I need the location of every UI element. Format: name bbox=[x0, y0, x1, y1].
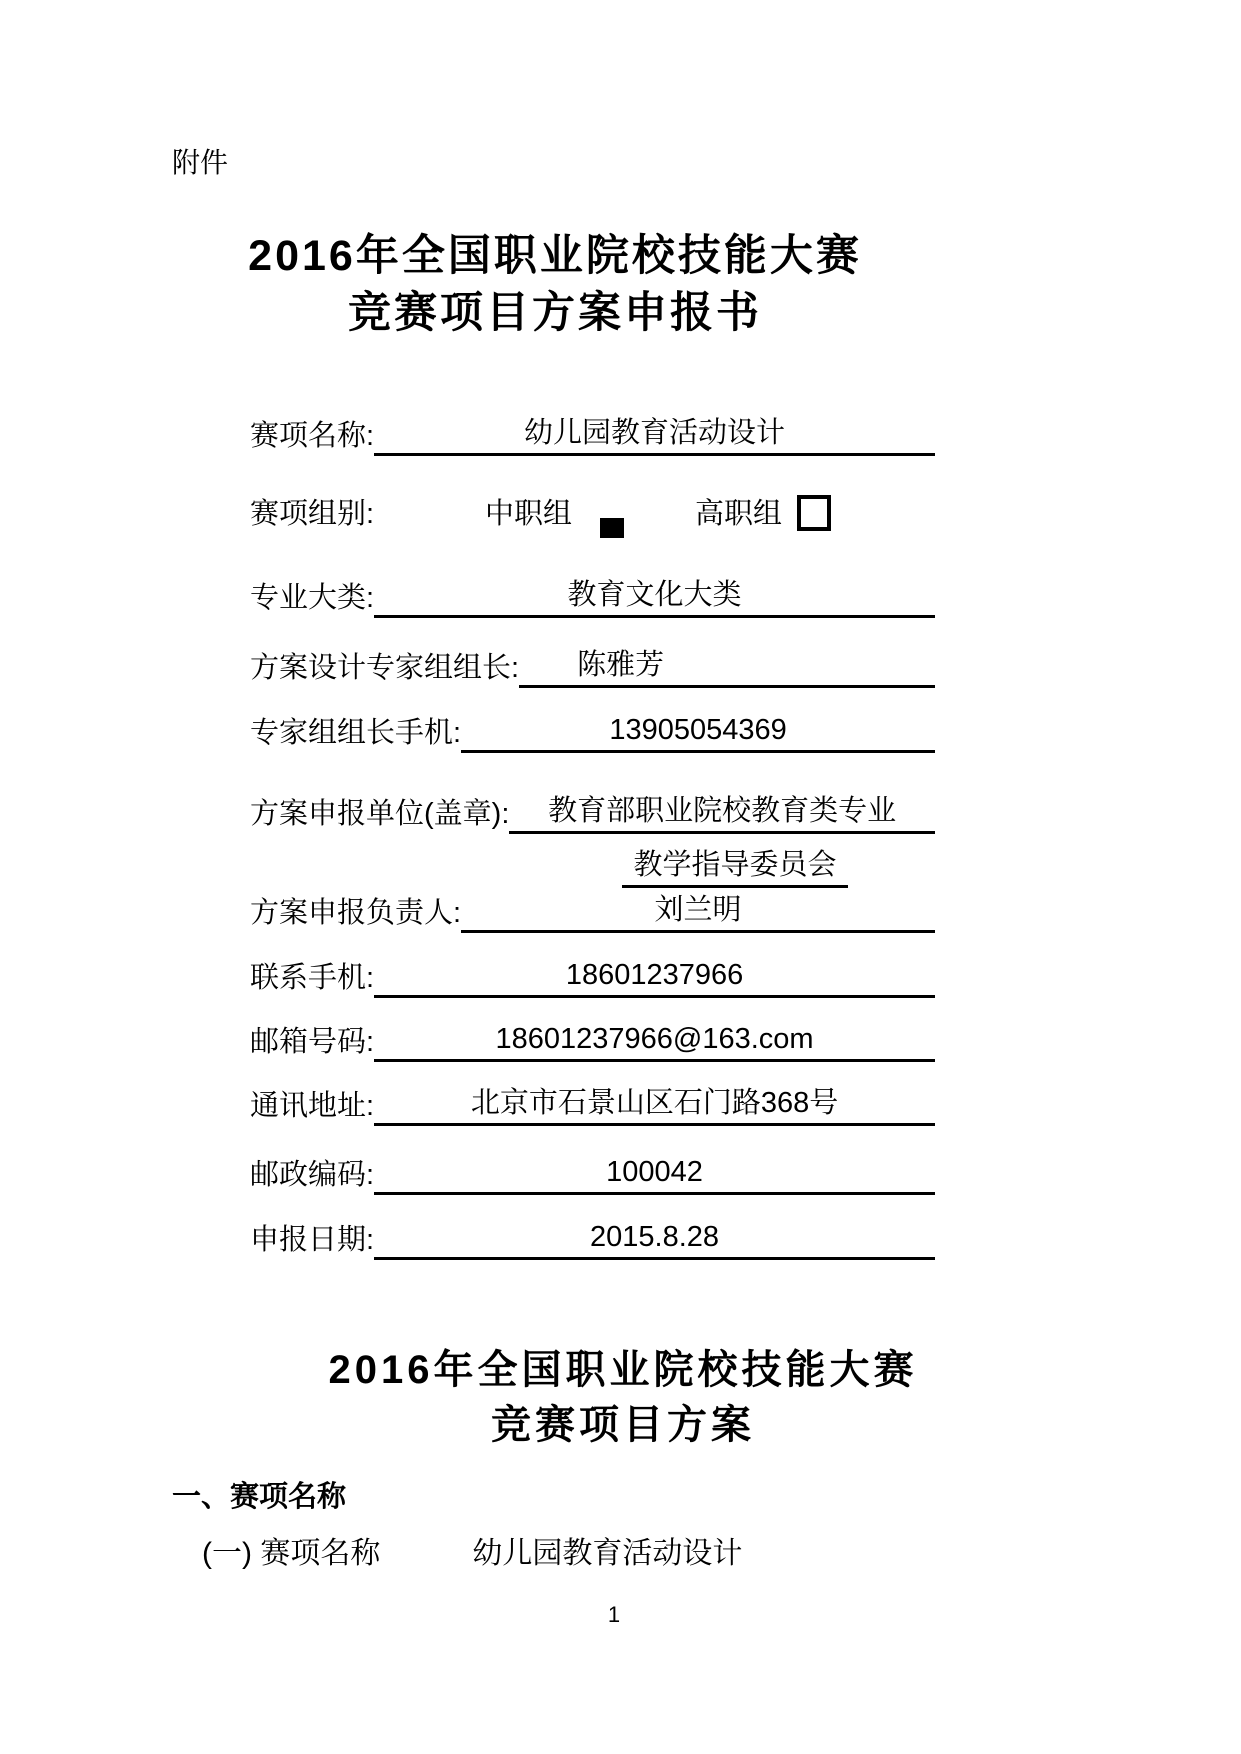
field-contact-phone-label: 联系手机: bbox=[250, 962, 375, 994]
field-major-category bbox=[250, 580, 935, 618]
field-applicant-org bbox=[250, 796, 935, 834]
section-item-line bbox=[202, 1536, 742, 1572]
field-contact-phone-value: 18601237966 bbox=[374, 958, 935, 998]
field-applicant-org-value-line2: 教学指导委员会 bbox=[622, 848, 848, 888]
field-expert-leader-value: 陈雅芳 bbox=[519, 648, 935, 688]
field-major-category-value: 教育文化大类 bbox=[374, 578, 935, 618]
field-address bbox=[250, 1088, 935, 1126]
field-email-label: 邮箱号码: bbox=[250, 1026, 375, 1058]
field-application-date-label: 申报日期: bbox=[250, 1224, 375, 1256]
field-contact-phone bbox=[250, 960, 935, 998]
field-applicant-person bbox=[250, 895, 935, 933]
field-expert-leader-label: 方案设计专家组组长: bbox=[250, 652, 520, 684]
checked-box-icon bbox=[600, 518, 624, 538]
field-postal-code-value: 100042 bbox=[374, 1155, 935, 1195]
body-title-line2: 竞赛项目方案 bbox=[491, 1403, 755, 1447]
body-title-line1: 2016年全国职业院校技能大赛 bbox=[328, 1348, 918, 1392]
field-expert-phone bbox=[250, 715, 935, 753]
field-applicant-org-label: 方案申报单位(盖章): bbox=[250, 798, 510, 830]
section-heading: 一、赛项名称 bbox=[172, 1481, 347, 1513]
field-major-category-label: 专业大类: bbox=[250, 582, 375, 614]
field-address-label: 通讯地址: bbox=[250, 1090, 375, 1122]
field-expert-phone-value: 13905054369 bbox=[461, 713, 935, 753]
field-event-name-value: 幼儿园教育活动设计 bbox=[374, 416, 935, 456]
field-email bbox=[250, 1024, 935, 1062]
field-email-value: 18601237966@163.com bbox=[374, 1022, 935, 1062]
field-applicant-org-value-line1: 教育部职业院校教育类专业 bbox=[509, 794, 935, 834]
field-applicant-person-value: 刘兰明 bbox=[461, 893, 935, 933]
field-address-value: 北京市石景山区石门路368号 bbox=[374, 1086, 935, 1126]
field-group-label: 赛项组别: bbox=[250, 498, 375, 530]
field-applicant-person-label: 方案申报负责人: bbox=[250, 897, 462, 929]
field-expert-leader bbox=[250, 650, 935, 688]
field-group bbox=[250, 494, 950, 540]
page-number: 1 bbox=[607, 1602, 621, 1627]
field-application-date-value: 2015.8.28 bbox=[374, 1220, 935, 1260]
field-event-name-label: 赛项名称: bbox=[250, 420, 375, 452]
section-item-label: (一) 赛项名称 bbox=[202, 1537, 381, 1570]
field-application-date bbox=[250, 1222, 935, 1260]
section-item-value: 幼儿园教育活动设计 bbox=[472, 1537, 743, 1570]
field-expert-phone-label: 专家组组长手机: bbox=[250, 717, 462, 749]
group-option-secondary-vocational: 中职组 bbox=[485, 498, 573, 530]
field-postal-code-label: 邮政编码: bbox=[250, 1159, 375, 1191]
cover-title-line2: 竞赛项目方案申报书 bbox=[348, 289, 762, 337]
cover-title-line1: 2016年全国职业院校技能大赛 bbox=[248, 232, 862, 280]
unchecked-box-icon bbox=[797, 495, 831, 531]
attachment-label: 附件 bbox=[172, 147, 229, 178]
field-event-name bbox=[250, 418, 935, 456]
field-postal-code bbox=[250, 1157, 935, 1195]
group-option-higher-vocational: 高职组 bbox=[695, 498, 783, 530]
